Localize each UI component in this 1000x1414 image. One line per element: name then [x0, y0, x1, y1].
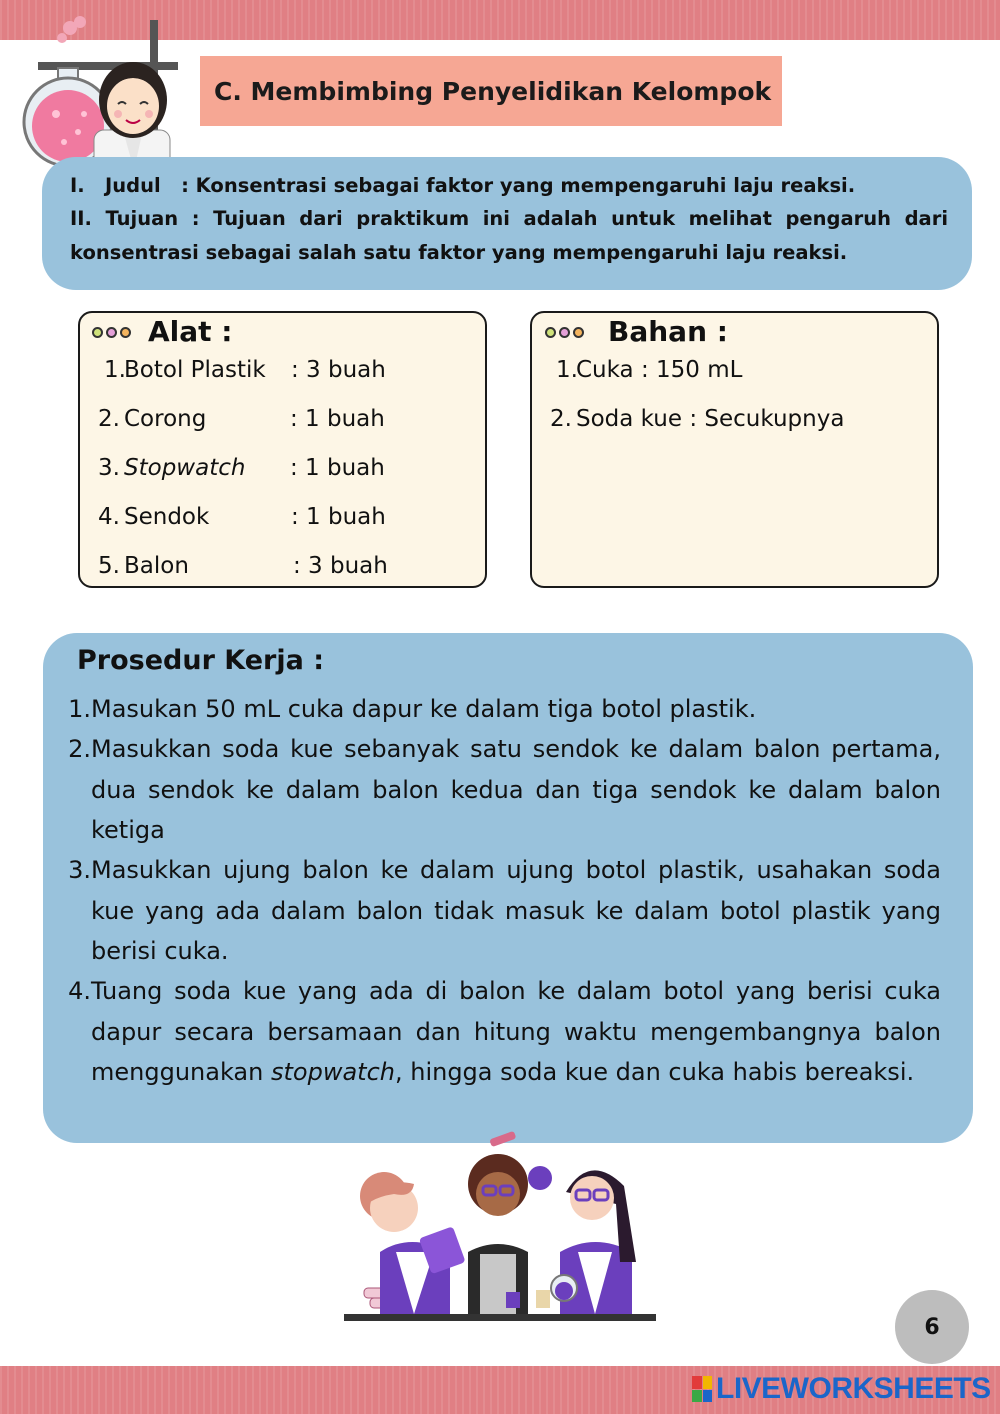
procedure-step: 3. Masukkan ujung balon ke dalam ujung botol plastik, usahakan soda kue yang ada dalam balon tidak masuk ke dalam botol plastik yang berisi cuka. [68, 856, 941, 965]
bahan-card: Bahan : 1. Cuka : 150 mL 2. Soda kue : Secukupnya [530, 311, 939, 588]
section-title-box [200, 56, 782, 126]
objective-panel [42, 157, 972, 290]
tujuan-line [70, 202, 948, 236]
decorative-dots-icon [92, 327, 131, 338]
procedure-heading: Prosedur Kerja : [77, 645, 325, 676]
liveworksheets-brand[interactable] [692, 1372, 991, 1406]
judul-label: I. Judul [70, 174, 161, 197]
section-title: C. Membimbing Penyelidikan Kelompok [214, 76, 772, 106]
alat-card: Alat : 1. Botol Plastik : 3 buah 2. Corong : 1 buah 3. Stopwatch : 1 buah 4. Sendok : 1 buah 5. Balon : 3 buah [78, 311, 487, 588]
tujuan-text-1: : Tujuan dari praktikum ini adalah untuk melihat pengaruh dari [191, 207, 948, 230]
brand-text: LIVEWORKSHEETS [716, 1372, 991, 1405]
judul-line [70, 169, 948, 203]
scientist-mascot-illustration [18, 10, 188, 170]
tujuan-line-2: konsentrasi sebagai salah satu faktor yang mempengaruhi laju reaksi. [70, 241, 848, 264]
judul-text: : Konsentrasi sebagai faktor yang mempengaruhi laju reaksi. [181, 174, 856, 197]
procedure-step: 1. Masukan 50 mL cuka dapur ke dalam tiga botol plastik. [68, 695, 757, 723]
procedure-step: 4. Tuang soda kue yang ada di balon ke dalam botol yang berisi cuka dapur secara bersamaan dan hitung waktu mengembangnya balon menggunakan stopwatch, hingga soda kue dan cuka habis bereaksi. [68, 977, 941, 1086]
page-number-badge [895, 1290, 969, 1364]
page-number: 6 [924, 1314, 940, 1340]
procedure-panel [43, 633, 973, 1143]
alat-heading: Alat : [148, 315, 233, 348]
tujuan-label: II. Tujuan [70, 207, 179, 230]
bahan-heading: Bahan : [608, 315, 728, 348]
students-science-illustration [340, 1122, 660, 1327]
procedure-step: 2. Masukkan soda kue sebanyak satu sendok ke dalam balon pertama, dua sendok ke dalam balon kedua dan tiga sendok ke dalam balon ketiga [68, 735, 941, 844]
decorative-dots-icon [545, 327, 584, 338]
liveworksheets-logo-icon [692, 1376, 712, 1402]
